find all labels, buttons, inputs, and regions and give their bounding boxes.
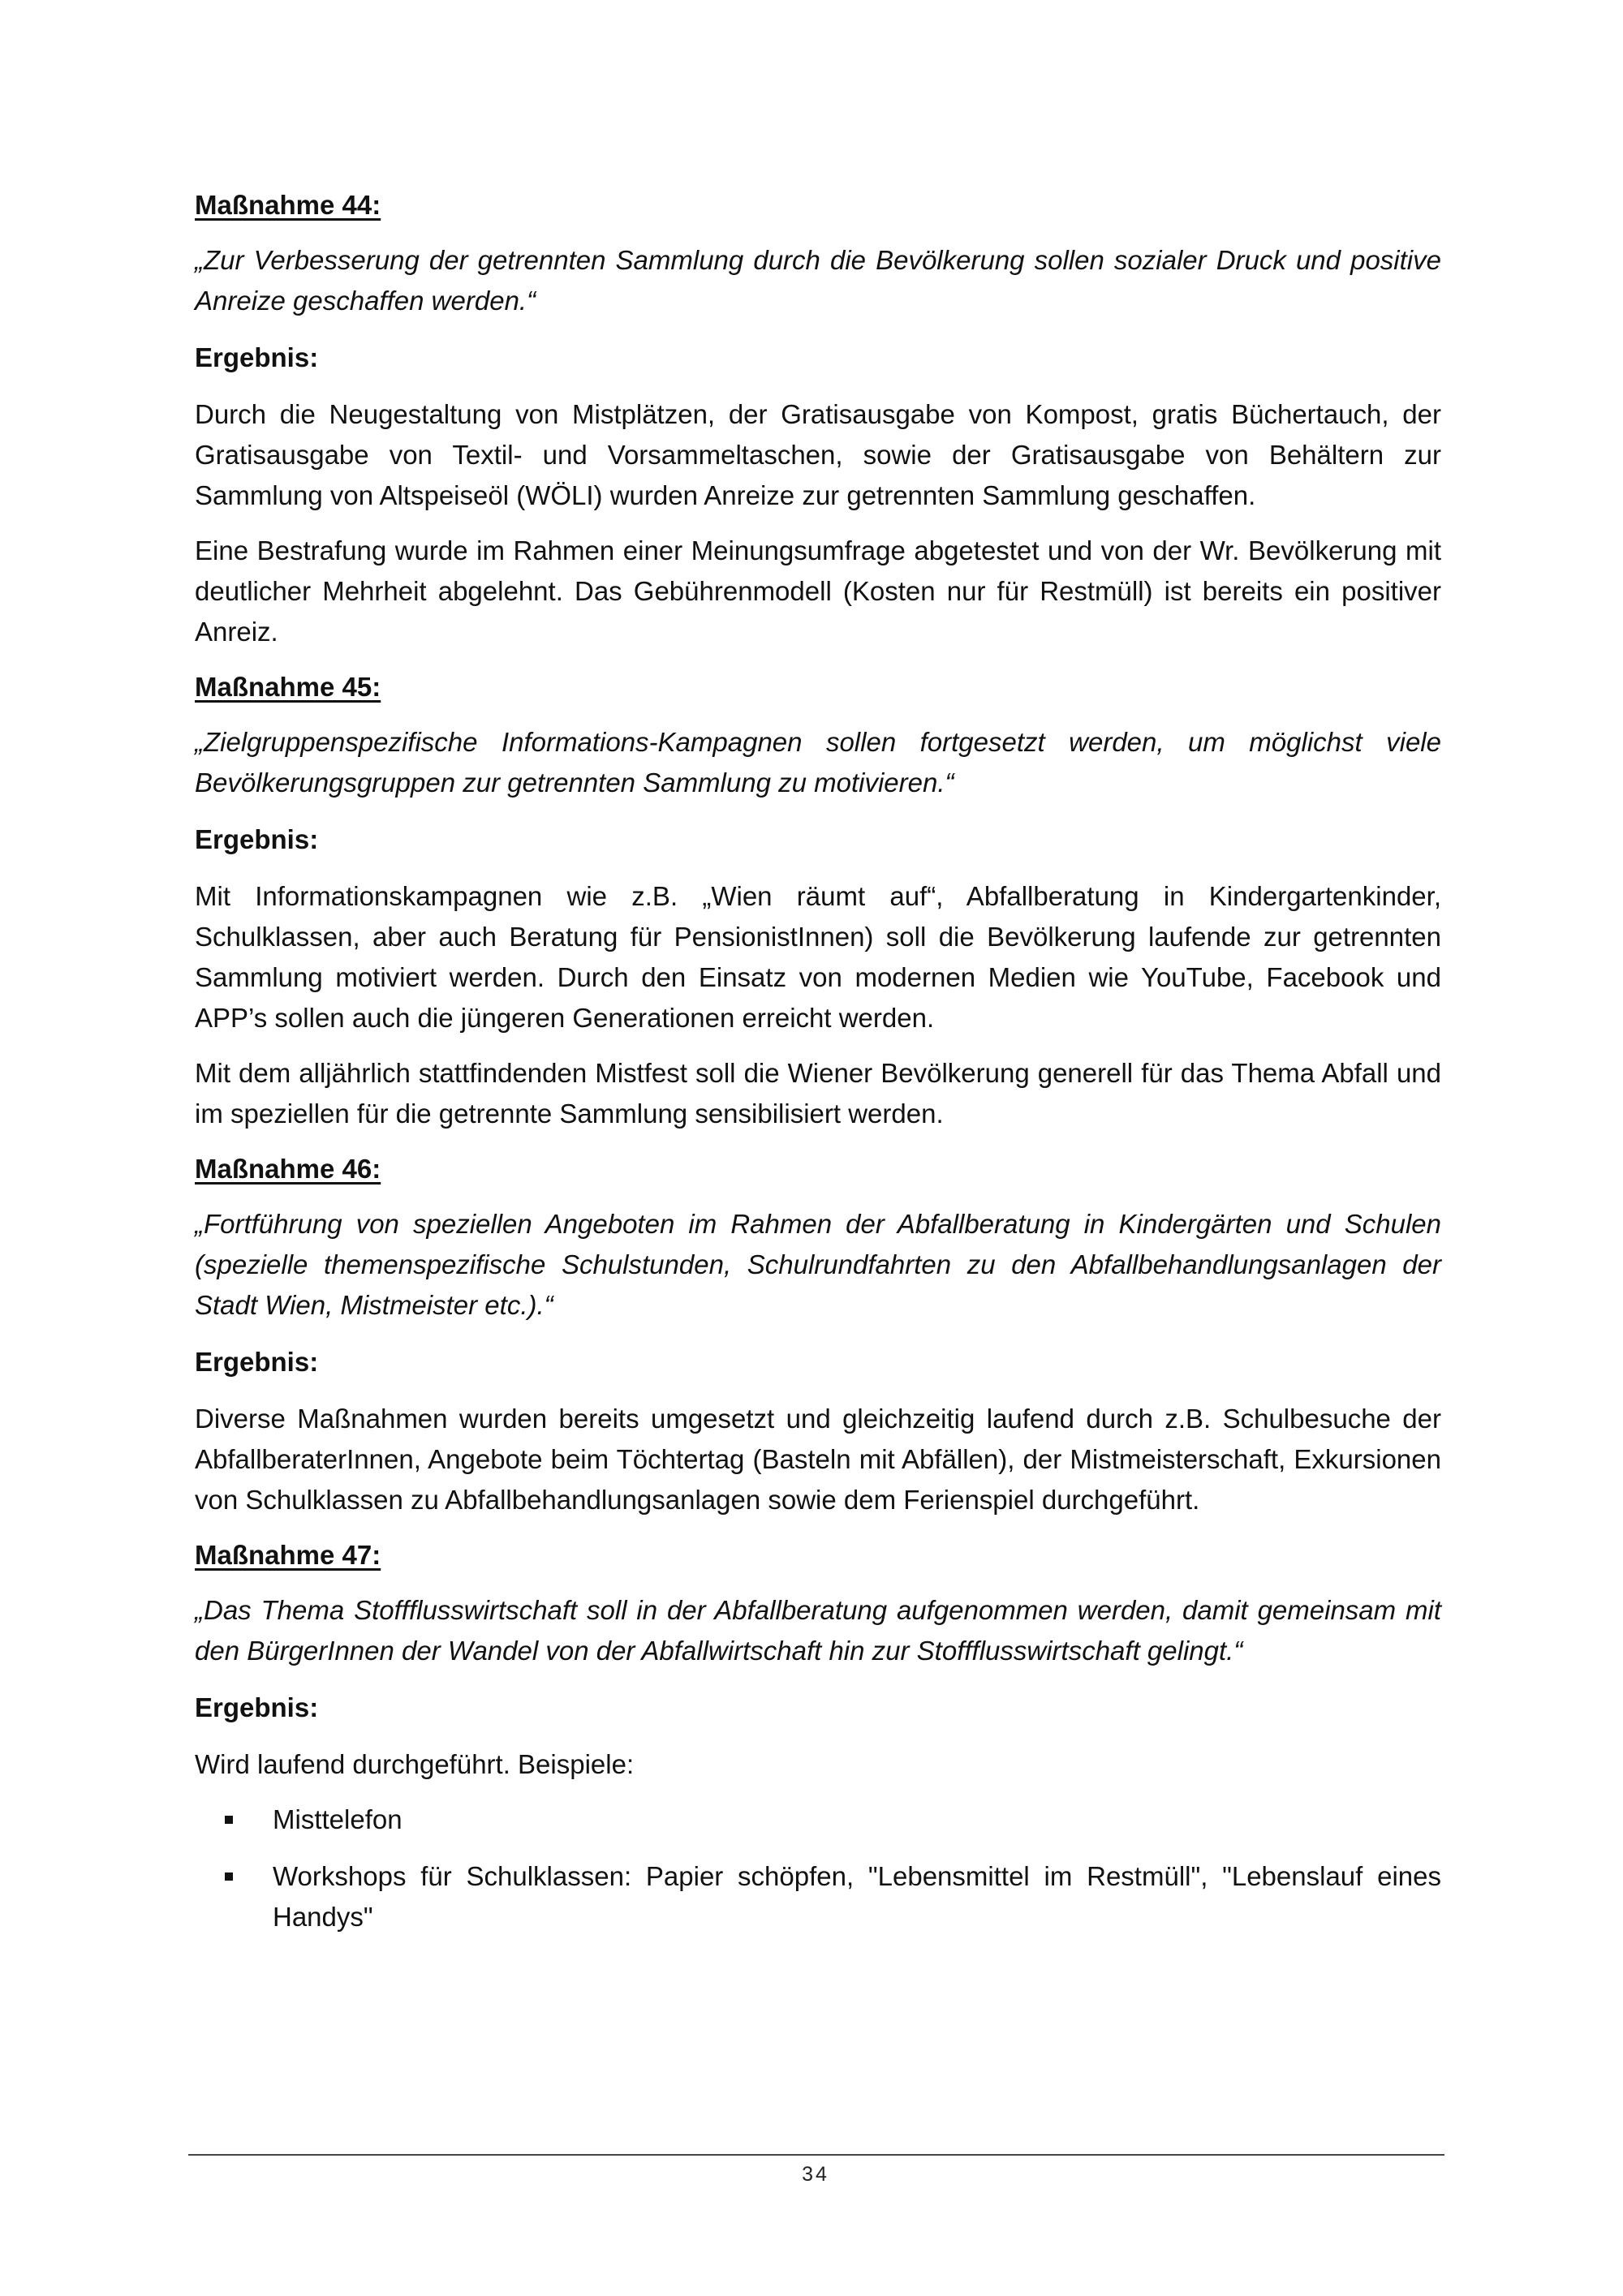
page-content	[195, 185, 1441, 1954]
measure-45-section	[195, 667, 1441, 1134]
square-bullet-icon	[225, 1872, 233, 1881]
measure-44-result-label: Ergebnis:	[195, 342, 319, 372]
bullet-text: Misttelefon	[273, 1804, 403, 1834]
measure-47-section	[195, 1535, 1441, 1937]
measure-47-quote: „Das Thema Stoffflusswirtschaft soll in der Abfallberatung aufgenommen werden, damit gemeinsam mit den BürgerInnen der Wandel von der Abfallwirtschaft hin zur Stoffflusswirtschaft gelingt.“	[195, 1595, 1441, 1666]
measure-44-paragraph-2: Eine Bestrafung wurde im Rahmen einer Meinungsumfrage abgetestet und von der Wr. Bevölkerung mit deutlicher Mehrheit abgelehnt. Das Gebührenmodell (Kosten nur für Restmüll) ist bereits ein positiver Anreiz.	[195, 535, 1441, 647]
measure-44-heading: Maßnahme 44:	[195, 190, 381, 220]
square-bullet-icon	[225, 1816, 233, 1824]
measure-45-quote: „Zielgruppenspezifische Informations-Kampagnen sollen fortgesetzt werden, um möglichst viele Bevölkerungsgruppen zur getrennten Sammlung zu motivieren.“	[195, 727, 1441, 798]
measure-47-heading: Maßnahme 47:	[195, 1540, 381, 1570]
measure-46-quote: „Fortführung von speziellen Angeboten im Rahmen der Abfallberatung in Kindergärten und Schulen (spezielle themenspezifische Schulstunden, Schulrundfahrten zu den Abfallbehandlungsanlagen der Stadt Wien, Mistmeister etc.).“	[195, 1209, 1441, 1320]
measure-45-paragraph-2: Mit dem alljährlich stattfindenden Mistfest soll die Wiener Bevölkerung generell für das Thema Abfall und im speziellen für die getrennte Sammlung sensibilisiert werden.	[195, 1058, 1441, 1129]
measure-44-quote: „Zur Verbesserung der getrennten Sammlung durch die Bevölkerung sollen sozialer Druck und positive Anreize geschaffen werden.“	[195, 245, 1441, 316]
footer-divider	[188, 2154, 1444, 2156]
measure-47-result-label: Ergebnis:	[195, 1692, 319, 1722]
bullet-item	[195, 1856, 1441, 1937]
bullet-item	[195, 1799, 1441, 1840]
measure-47-paragraph-1: Wird laufend durchgeführt. Beispiele:	[195, 1749, 635, 1779]
measure-45-result-label: Ergebnis:	[195, 824, 319, 854]
measure-46-section	[195, 1149, 1441, 1520]
measure-44-section	[195, 185, 1441, 652]
measure-45-paragraph-1: Mit Informationskampagnen wie z.B. „Wien räumt auf“, Abfallberatung in Kindergartenkinder, Schulklassen, aber auch Beratung für PensionistInnen) soll die Bevölkerung laufende zur getrennten Sammlung motiviert werden. Durch den Einsatz von modernen Medien wie YouTube, Facebook und APP’s sollen auch die jüngeren Generationen erreicht werden.	[195, 881, 1441, 1033]
measure-46-heading: Maßnahme 46:	[195, 1154, 381, 1184]
measure-44-paragraph-1: Durch die Neugestaltung von Mistplätzen, der Gratisausgabe von Kompost, gratis Büchertauch, der Gratisausgabe von Textil- und Vorsammeltaschen, sowie der Gratisausgabe von Behältern zur Sammlung von Altspeiseöl (WÖLI) wurden Anreize zur getrennten Sammlung geschaffen.	[195, 399, 1441, 510]
bullet-text: Workshops für Schulklassen: Papier schöpfen, "Lebensmittel im Restmüll", "Lebenslauf eines Handys"	[273, 1861, 1441, 1932]
page-number: 34	[802, 2163, 829, 2186]
measure-46-result-label: Ergebnis:	[195, 1347, 319, 1377]
measure-46-paragraph-1: Diverse Maßnahmen wurden bereits umgesetzt und gleichzeitig laufend durch z.B. Schulbesuche der AbfallberaterInnen, Angebote beim Töchtertag (Basteln mit Abfällen), der Mistmeisterschaft, Exkursionen von Schulklassen zu Abfallbehandlungsanlagen sowie dem Ferienspiel durchgeführt.	[195, 1404, 1441, 1515]
measure-47-bullet-list	[195, 1799, 1441, 1937]
measure-45-heading: Maßnahme 45:	[195, 672, 381, 702]
